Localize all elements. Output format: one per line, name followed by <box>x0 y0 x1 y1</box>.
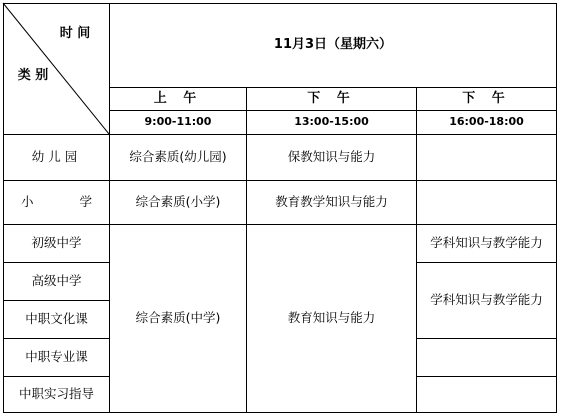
table-border-right <box>556 3 557 413</box>
table-border-bottom <box>3 412 557 413</box>
period-name-morning: 上 午 <box>153 90 203 106</box>
period-name-afternoon-2: 下 午 <box>462 90 511 106</box>
vocational-practice-afternoon2-empty <box>417 377 556 412</box>
period-name-afternoon-1: 下 午 <box>307 90 356 106</box>
secondary-afternoon1-exam: 教育知识与能力 <box>287 310 376 326</box>
category-kindergarten: 幼儿园 <box>31 149 82 165</box>
header-category-label: 类 别 <box>17 67 49 83</box>
kindergarten-afternoon2-exam <box>417 135 556 180</box>
secondary-morning-exam: 综合素质(中学) <box>135 310 221 326</box>
category-vocational-professional: 中职专业课 <box>25 349 88 365</box>
senior-vocational-afternoon2-exam: 学科知识与教学能力 <box>430 292 543 308</box>
category-primary <box>4 181 138 224</box>
kindergarten-afternoon1-exam: 保教知识与能力 <box>287 149 376 165</box>
period-time-morning: 9:00-11:00 <box>144 115 212 129</box>
category-vocational-culture: 中职文化课 <box>25 311 88 327</box>
exam-date: 11月3日（星期六） <box>273 37 393 53</box>
period-time-afternoon-2: 16:00-18:00 <box>449 115 524 129</box>
junior-afternoon2-exam: 学科知识与教学能力 <box>430 235 543 251</box>
primary-morning-exam: 综合素质(小学) <box>135 194 221 210</box>
category-senior-middle: 高级中学 <box>31 273 82 289</box>
vocational-professional-afternoon2-empty <box>417 339 556 376</box>
period-time-afternoon-1: 13:00-15:00 <box>294 115 369 129</box>
primary-afternoon2-exam <box>417 181 556 224</box>
category-junior-middle: 初级中学 <box>31 235 82 251</box>
header-time-label: 时 间 <box>59 25 91 41</box>
category-primary-label: 小学 <box>20 194 138 210</box>
category-vocational-practice: 中职实习指导 <box>18 386 94 402</box>
primary-afternoon1-exam: 教育教学知识与能力 <box>275 194 388 210</box>
kindergarten-morning-exam: 综合素质(幼儿园) <box>129 149 227 165</box>
